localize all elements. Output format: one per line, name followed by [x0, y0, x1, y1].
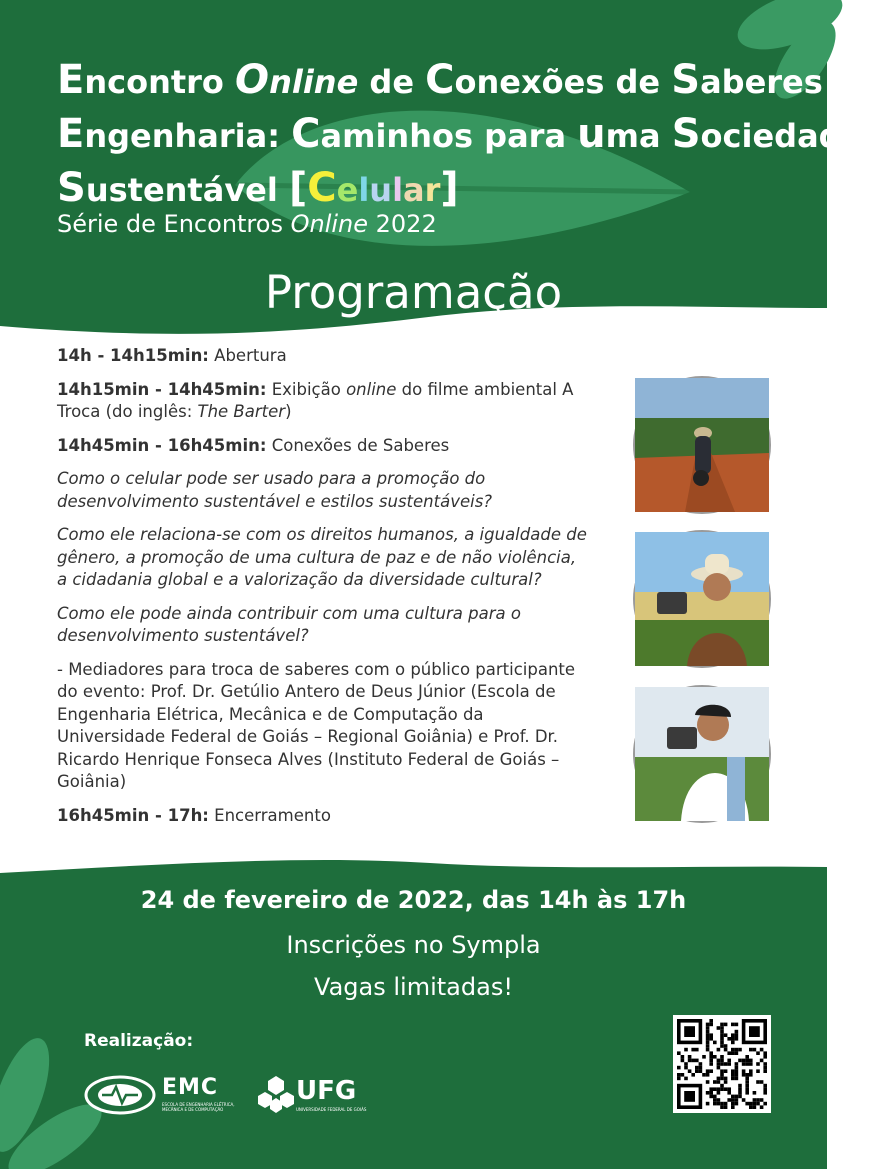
program-item-opening: 14h - 14h15min: Abertura — [57, 346, 287, 365]
mediator-2-photo — [633, 685, 771, 823]
celular-letter: u — [369, 171, 393, 209]
title-line-3: Sustentável [Celular] — [57, 165, 459, 211]
ufg-logo: UFG UNIVERSIDADE FEDERAL DE GOIÁS — [256, 1074, 296, 1118]
program-list — [57, 345, 587, 838]
celular-letter: C — [307, 165, 337, 211]
event-title — [57, 54, 878, 216]
program-item-film: 14h15min - 14h45min: Exibição online do filme ambiental A Troca (do inglês: The Barter) — [57, 379, 574, 421]
mediators-text: - Mediadores para troca de saberes com o público participante do evento: Prof. Dr. Getúlio Antero de Deus Júnior (Escola de Engenharia Elétrica, Mecânica e de Computação da Universidade Federal de Goiás – Regional Goiânia) e Prof. Dr. Ricardo Henrique Fonseca Alves (Instituto Federal de Goiás – Goiânia) — [57, 659, 576, 791]
program-heading: Programação — [264, 266, 563, 319]
event-series-subtitle: Série de Encontros Online 2022 — [57, 210, 437, 238]
registration-info: Inscrições no Sympla — [286, 931, 541, 959]
celular-letter: e — [336, 171, 359, 209]
question-2: Como ele relaciona-se com os direitos humanos, a igualdade de gênero, a promoção de uma cultura de paz e de não violência, a cidadania global e a valorização da diversidade cultural? — [57, 525, 587, 589]
film-scene-photo — [633, 376, 771, 514]
celular-letter: l — [392, 171, 404, 209]
question-3: Como ele pode ainda contribuir com uma cultura para o desenvolvimento sustentável? — [57, 603, 521, 645]
celular-letter: a — [403, 171, 425, 209]
vacancies-info: Vagas limitadas! — [314, 973, 513, 1001]
program-item-closing: 16h45min - 17h: Encerramento — [57, 805, 331, 825]
program-item-connections: 14h45min - 16h45min: Conexões de Saberes — [57, 435, 450, 455]
realizacao-label: Realização: — [84, 1031, 194, 1051]
title-line-2: Engenharia: Caminhos para uma Sociedade — [57, 111, 864, 157]
mediator-1-photo — [633, 530, 771, 668]
celular-letter: r — [424, 171, 441, 209]
question-1: Como o celular pode ser usado para a promoção do desenvolvimento sustentável e estilos sustentáveis? — [57, 469, 493, 511]
qr-code[interactable] — [673, 1015, 771, 1113]
title-line-1: Encontro Online de Conexões de Saberes na — [57, 57, 878, 103]
celular-letter: l — [358, 171, 370, 209]
emc-logo: EMC ESCOLA DE ENGENHARIA ELÉTRICA, MECÂNICA E DE COMPUTAÇÃO — [84, 1073, 244, 1123]
celular-rainbow-word — [307, 165, 441, 211]
event-date: 24 de fevereiro de 2022, das 14h às 17h — [140, 886, 687, 914]
